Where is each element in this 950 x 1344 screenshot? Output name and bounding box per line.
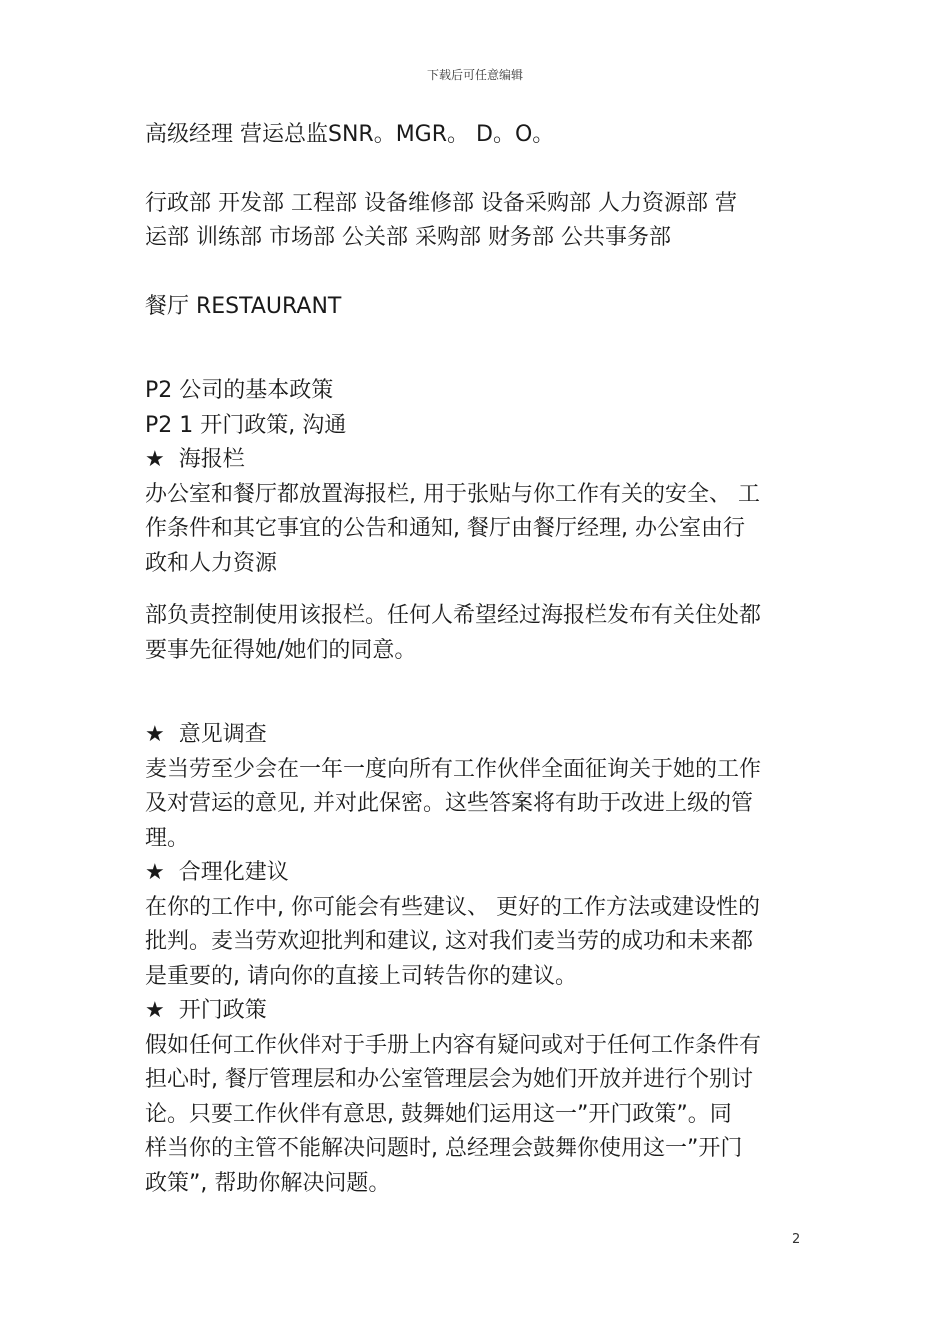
bulletin-heading-text: 海报栏 [178,447,245,472]
document-body [145,118,810,1201]
departments-line-1: 行政部 开发部 工程部 设备维修部 设备采购部 人力资源部 营 [145,190,737,216]
opendoor-line-4: 样当你的主管不能解决问题时, 总经理会鼓舞你使用这一”开门 [145,1136,743,1161]
suggestion-line-1: 在你的工作中, 你可能会有些建议、 更好的工作方法或建设性的 [145,894,760,920]
survey-line-2: 及对营运的意见, 并对此保密。这些答案将有助于改进上级的管 [145,791,753,816]
star-icon: ★ [145,447,165,472]
star-icon: ★ [145,998,165,1023]
bulletin-line-1: 办公室和餐厅都放置海报栏, 用于张贴与你工作有关的安全、 工 [145,481,760,507]
survey-line-1: 麦当劳至少会在一年一度向所有工作伙伴全面征询关于她的工作 [145,756,762,782]
page-header: 下载后可任意编辑 [426,68,523,82]
bulletin-line-3: 政和人力资源 [145,550,278,576]
opendoor-line-5: 政策”, 帮助你解决问题。 [145,1170,391,1196]
page-number: 2 [792,1232,801,1247]
bulletin-line-5: 要事先征得她/她们的同意。 [145,637,417,663]
opendoor-heading-text: 开门政策 [178,998,267,1023]
survey-heading-text: 意见调查 [178,722,267,747]
suggestion-heading [145,856,810,891]
suggestion-line-2: 批判。麦当劳欢迎批判和建议, 这对我们麦当劳的成功和未来都 [145,929,753,954]
survey-line-3: 理。 [145,825,190,851]
departments-line-2: 运部 训练部 市场部 公关部 采购部 财务部 公共事务部 [145,225,671,250]
section-title-p2-1: P2 1 开门政策, 沟通 [145,412,347,438]
opendoor-line-1: 假如任何工作伙伴对于手册上内容有疑问或对于任何工作条件有 [145,1032,762,1058]
titles-line: 高级经理 营运总监SNR。MGR。 D。O。 [145,122,555,147]
suggestion-heading-text: 合理化建议 [178,860,289,885]
suggestion-line-3: 是重要的, 请向你的直接上司转告你的建议。 [145,963,577,989]
survey-heading [145,718,810,753]
bulletin-line-4: 部负责控制使用该报栏。任何人希望经过海报栏发布有关住处都 [145,603,762,628]
opendoor-line-2: 担心时, 餐厅管理层和办公室管理层会为她们开放并进行个别讨 [145,1067,753,1092]
opendoor-line-3: 论。只要工作伙伴有意思, 鼓舞她们运用这一”开门政策”。同 [145,1101,732,1127]
opendoor-heading [145,994,810,1029]
bulletin-heading [145,443,810,478]
section-title-p2: P2 公司的基本政策 [145,378,334,403]
bulletin-line-2: 作条件和其它事宜的公告和通知, 餐厅由餐厅经理, 办公室由行 [145,516,745,541]
restaurant-line: 餐厅 RESTAURANT [145,293,342,319]
star-icon: ★ [145,722,165,747]
star-icon: ★ [145,860,165,885]
